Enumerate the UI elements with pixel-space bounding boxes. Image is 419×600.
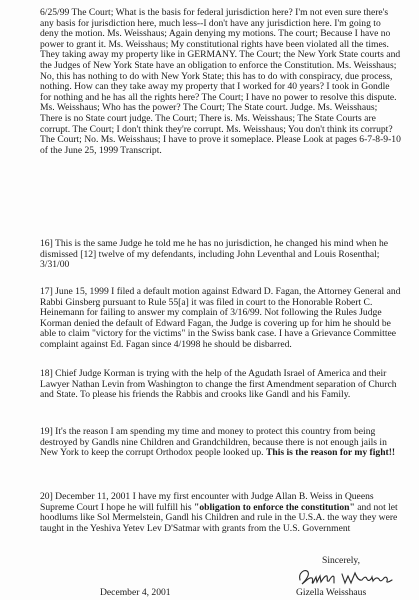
paragraph-15-transcript: 6/25/99 The Court; What is the basis for federal jurisdiction here? I'm not even sure there's any basis for jurisdiction here, much less--I don't have any jurisdiction here. I'm going to deny the motion. Ms. Weisshaus; Again denying my motions. The court; Because I have no power to grant it. Ms. Weisshaus; My constitutional rights have been violated all the times. They taking away my property like in GERMANY. The Court; the New York State courts and the Judges of New York State have an obligation to enforce the Constitution. Ms. Weisshaus; No, this has nothing to do with New York State; this has to do with conspiracy, due process, nothing. How can they take away my property that I worked for 40 years? I took in Gondle for nothing and he has all the rights here? The Court; I have no power to resolve this dispute. Ms. Weisshaus; Who has the power? The Court; The State court. Judge. Ms. Weisshaus; There is no State court judge. The Court; There is. Ms. Weisshaus; The State Courts are corrupt. The Court; I don't think they're corrupt. Ms. Weisshaus; You don't think its corrupt? The Court; No. Ms. Weisshaus; I have to prove it someplace. Please Look at pages 6-7-8-9-10 of the June 25, 1999 Transcript. <box>40 7 401 156</box>
signer-name: Gizella Weisshaus <box>296 587 367 598</box>
paragraph-19-emphasis: This is the reason for my fight!! <box>265 447 396 459</box>
paragraph-20-text-before: 20] December 11, 2001 I have my first encounter with Judge Allan B. Weiss in Queens Supreme Court I hope he will fulfill his <box>40 491 374 513</box>
paragraph-19-text: 19] It's the reason I am spending my time and money to protect this country from being destroyed by Gandls nine Children and Grandchildren, because there is not enough jails in New York to keep the corrupt Orthodox people looked up. <box>40 426 387 459</box>
paragraph-20-text-after: and not let hoodlums like Sol Mermelstein, Gandl his Children and rule in the U.S.A. the way they were taught in the Yeshiva Yetev Lev D'Satmar with grants from the U.S. Government <box>40 501 398 534</box>
paragraph-16: 16] This is the same Judge he told me he has no jurisdiction, he changed his mind when he dismissed [12] twelve of my defendants, including John Leventhal and Louis Rosenthal; 3/31/00 <box>40 238 389 271</box>
paragraph-20 <box>40 492 401 534</box>
handwritten-signature <box>296 565 394 587</box>
paragraph-19 <box>40 427 401 459</box>
paragraph-20-emphasis: "obligation to enforce the constitution" <box>194 501 355 513</box>
closing-salutation: Sincerely, <box>322 555 361 566</box>
paragraph-17: 17] June 15, 1999 I filed a default motion against Edward D. Fagan, the Attorney General and Rabbi Ginsberg pursuant to Rule 55[a] it was filed in court to the Honorable Robert C. Heinemann for failing to answer my complain of 3/16/99. Not following the Rules Judge Korman denied the default of Edward Fagan, the Judge is covering up for him he should be able to claim "victory for the victims" in the Swiss bank case. I have a Grievance Committee complaint against Ed. Fagan since 4/1998 he should be disbarred. <box>40 286 401 350</box>
letter-date: December 4, 2001 <box>100 587 171 598</box>
paragraph-18: 18] Chief Judge Korman is trying with the help of the Agudath Israel of America and their Lawyer Nathan Levin from Washington to change the first Amendment separation of Church and State. To please his friends the Rabbis and crooks like Gandl and his Family. <box>40 368 397 401</box>
